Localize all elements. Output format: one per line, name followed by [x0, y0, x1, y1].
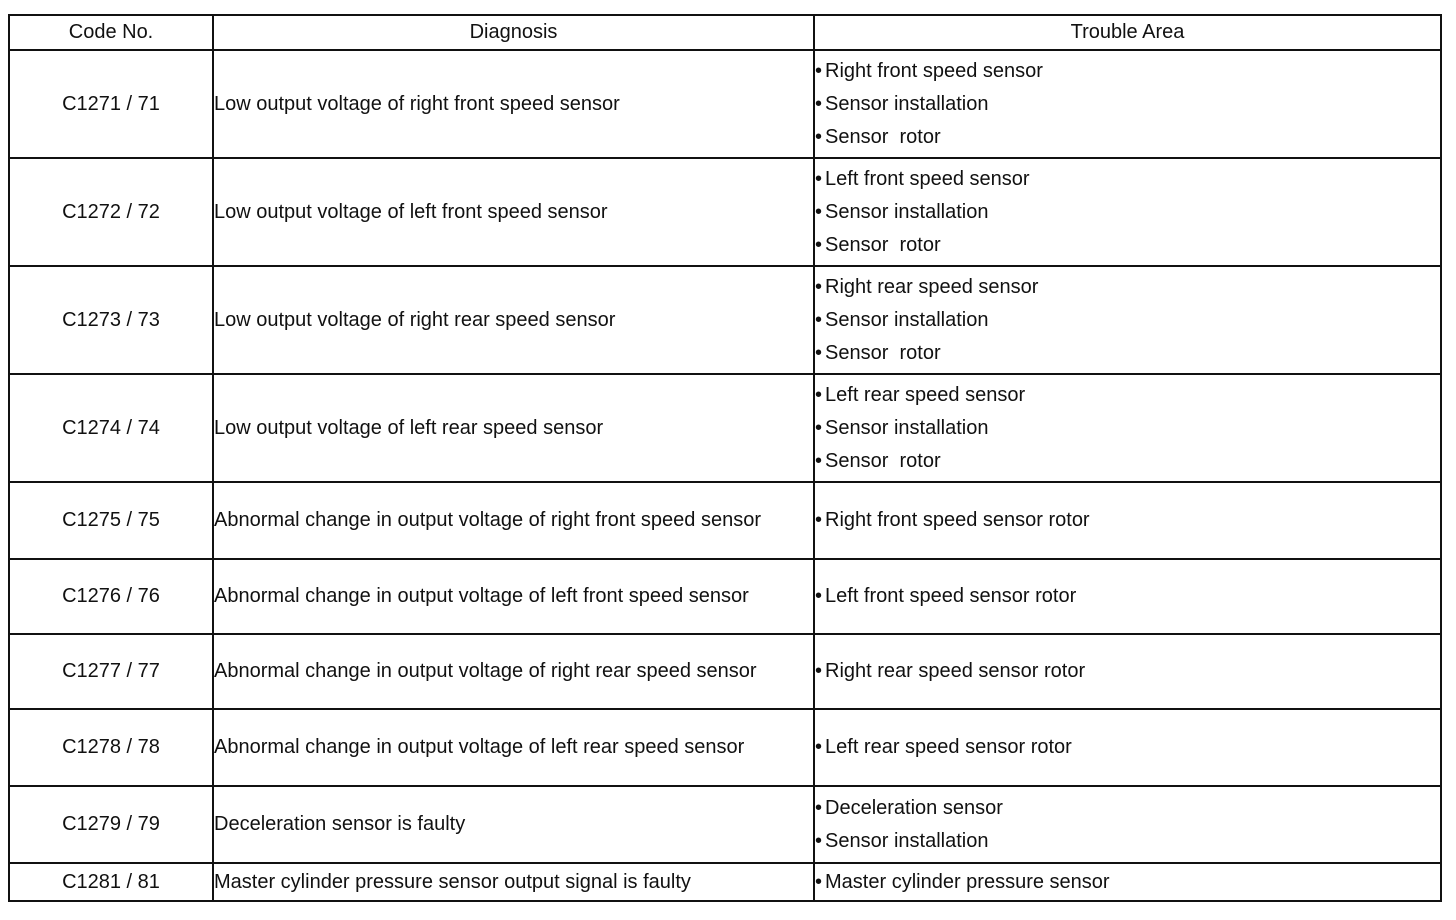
bullet-icon: • [815, 585, 823, 607]
trouble-area-item [815, 88, 1440, 121]
trouble-area-text: Deceleration sensor [825, 796, 1003, 819]
trouble-area-item [815, 337, 1440, 370]
code-cell: C1276 / 76 [9, 559, 213, 634]
diagnosis-cell: Abnormal change in output voltage of left rear speed sensor [213, 709, 814, 786]
bullet-icon: • [815, 341, 823, 364]
bullet-icon: • [815, 829, 823, 852]
trouble-area-text: Right rear speed sensor [825, 275, 1039, 298]
trouble-area-item [815, 196, 1440, 229]
bullet-icon: • [815, 736, 823, 758]
trouble-area-text: Right front speed sensor rotor [825, 509, 1090, 531]
trouble-area-item [815, 304, 1440, 337]
trouble-area-cell [814, 634, 1441, 709]
trouble-area-item [815, 825, 1440, 858]
trouble-area-text: Sensor rotor [825, 341, 941, 364]
trouble-area-cell [814, 374, 1441, 482]
trouble-area-item [815, 655, 1440, 688]
bullet-icon: • [815, 59, 823, 82]
table-row [9, 158, 1441, 266]
table-row [9, 559, 1441, 634]
bullet-icon: • [815, 870, 823, 893]
diagnosis-cell: Low output voltage of left rear speed sensor [213, 374, 814, 482]
table-row [9, 374, 1441, 482]
bullet-icon: • [815, 449, 823, 472]
bullet-icon: • [815, 200, 823, 223]
diagnosis-cell: Low output voltage of right front speed sensor [213, 50, 814, 158]
diagnosis-cell: Low output voltage of right rear speed sensor [213, 266, 814, 374]
trouble-area-text: Sensor rotor [825, 449, 941, 472]
trouble-area-text: Left rear speed sensor [825, 383, 1026, 406]
code-cell: C1278 / 78 [9, 709, 213, 786]
table-row [9, 709, 1441, 786]
trouble-area-text: Right rear speed sensor rotor [825, 660, 1086, 682]
trouble-area-cell [814, 50, 1441, 158]
diagnostic-code-table [8, 14, 1442, 902]
code-cell: C1272 / 72 [9, 158, 213, 266]
trouble-area-cell [814, 559, 1441, 634]
code-cell: C1274 / 74 [9, 374, 213, 482]
bullet-icon: • [815, 125, 823, 148]
code-cell: C1281 / 81 [9, 863, 213, 901]
bullet-icon: • [815, 233, 823, 256]
code-cell: C1271 / 71 [9, 50, 213, 158]
trouble-area-item [815, 55, 1440, 88]
header-code-no: Code No. [9, 15, 213, 50]
table-header-row [9, 15, 1441, 50]
code-cell: C1275 / 75 [9, 482, 213, 559]
diagnosis-cell: Abnormal change in output voltage of right front speed sensor [213, 482, 814, 559]
header-diagnosis: Diagnosis [213, 15, 814, 50]
bullet-icon: • [815, 660, 823, 682]
table-row [9, 634, 1441, 709]
bullet-icon: • [815, 167, 823, 190]
trouble-area-item [815, 379, 1440, 412]
bullet-icon: • [815, 796, 823, 819]
diagnosis-cell: Low output voltage of left front speed sensor [213, 158, 814, 266]
trouble-area-cell [814, 709, 1441, 786]
diagnosis-cell: Deceleration sensor is faulty [213, 786, 814, 863]
trouble-area-item [815, 163, 1440, 196]
trouble-area-text: Left rear speed sensor rotor [825, 736, 1072, 758]
trouble-area-text: Sensor installation [825, 92, 989, 115]
trouble-area-item [815, 445, 1440, 478]
trouble-area-cell [814, 863, 1441, 901]
trouble-area-text: Sensor rotor [825, 125, 941, 148]
trouble-area-item [815, 504, 1440, 537]
trouble-area-text: Master cylinder pressure sensor [825, 870, 1110, 893]
code-cell: C1279 / 79 [9, 786, 213, 863]
trouble-area-item [815, 412, 1440, 445]
trouble-area-item [815, 731, 1440, 764]
trouble-area-text: Sensor installation [825, 200, 989, 223]
trouble-area-cell [814, 482, 1441, 559]
table-row [9, 863, 1441, 901]
trouble-area-item [815, 580, 1440, 613]
trouble-area-text: Right front speed sensor [825, 59, 1043, 82]
trouble-area-text: Left front speed sensor rotor [825, 585, 1077, 607]
bullet-icon: • [815, 383, 823, 406]
bullet-icon: • [815, 308, 823, 331]
code-cell: C1273 / 73 [9, 266, 213, 374]
header-trouble-area: Trouble Area [814, 15, 1441, 50]
table-row [9, 266, 1441, 374]
trouble-area-item [815, 271, 1440, 304]
trouble-area-text: Sensor installation [825, 829, 989, 852]
bullet-icon: • [815, 416, 823, 439]
trouble-area-item [815, 121, 1440, 154]
trouble-area-cell [814, 158, 1441, 266]
trouble-area-item [815, 792, 1440, 825]
trouble-area-cell [814, 266, 1441, 374]
table-row [9, 786, 1441, 863]
trouble-area-item [815, 866, 1440, 899]
trouble-area-text: Sensor installation [825, 308, 989, 331]
bullet-icon: • [815, 275, 823, 298]
table-row [9, 482, 1441, 559]
trouble-area-item [815, 229, 1440, 262]
bullet-icon: • [815, 509, 823, 531]
trouble-area-text: Sensor rotor [825, 233, 941, 256]
bullet-icon: • [815, 92, 823, 115]
code-cell: C1277 / 77 [9, 634, 213, 709]
trouble-area-text: Left front speed sensor [825, 167, 1030, 190]
diagnosis-cell: Abnormal change in output voltage of right rear speed sensor [213, 634, 814, 709]
trouble-area-cell [814, 786, 1441, 863]
diagnosis-cell: Abnormal change in output voltage of left front speed sensor [213, 559, 814, 634]
trouble-area-text: Sensor installation [825, 416, 989, 439]
diagnosis-cell: Master cylinder pressure sensor output signal is faulty [213, 863, 814, 901]
table-row [9, 50, 1441, 158]
